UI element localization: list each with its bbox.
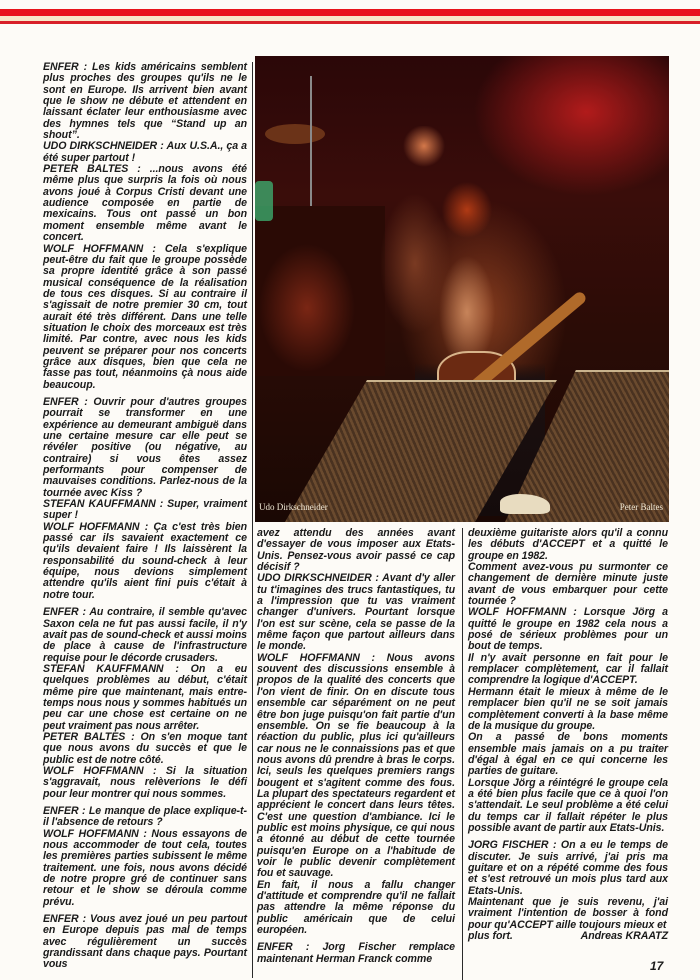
header-red-band bbox=[0, 9, 700, 16]
article-paragraph: STEFAN KAUFFMANN : Super, vraiment super ! bbox=[43, 498, 247, 522]
article-paragraph: deuxième guitariste alors qu'il a connu les débuts d'ACCEPT et a quitté le groupe en 1982. bbox=[468, 527, 668, 562]
page-number: 17 bbox=[650, 959, 664, 973]
article-paragraph: STEFAN KAUFFMANN : On a eu quelques problèmes au début, c'était même pire que maintenant, mais entre-temps nous nous y sommes habitués un peu car une chose est certaine on ne peut vraiment pas nous arrêter. bbox=[43, 662, 247, 732]
cymbal-shape bbox=[265, 124, 325, 144]
article-paragraph: avez attendu des années avant d'essayer de vous imposer aux Etats-Unis. Pensez-vous avoir passé ce cap décisif ? bbox=[257, 527, 455, 574]
article-column-middle bbox=[257, 528, 455, 965]
article-paragraph: ENFER : Jorg Fischer remplace maintenant Herman Franck comme bbox=[257, 941, 455, 965]
article-paragraph: WOLF HOFFMANN : Ça c'est très bien passé car ils savaient exactement ce qu'ils devaient faire ! Ils laissèrent la responsabilité du sound-check à leur équipe, nous devions simplement attendre qu'ils aient fini puis c'était à notre tour. bbox=[43, 520, 247, 601]
article-paragraph: WOLF HOFFMANN : Cela s'explique peut-être du fait que le groupe possède sa propre identité grâce à son passé musical conséquence de la réalisation de tous ces disques. Si au contraire il s'agissait de notre premier 30 cm, tout aurait été très différent. Dans une telle situation le choix des morceaux est très limité. Par contre, avec nous les kids peuvent se préparer pour nos concerts grâce aux disques, bien que cela ne fasse pas tout, néanmoins çà nous aide beaucoup. bbox=[43, 242, 247, 391]
header-thin-red-band bbox=[0, 21, 700, 24]
article-paragraph: ENFER : Ouvrir pour d'autres groupes pourrait se transformer en une expérience au demeurant ambiguë dans une certaine mesure car elle peut se révéler positive (ou négative, au contraire) si vous êtes assez performants pour compenser de mauvaises conditions. Parlez-nous de la tournée avec Kiss ? bbox=[43, 395, 247, 499]
article-paragraph: ENFER : Vous avez joué un peu partout en Europe depuis pas mal de temps avec régulièrement un succès grandissant dans chaque pays. Pourtant vous bbox=[43, 913, 247, 971]
article-paragraph: Il n'y avait personne en fait pour le remplacer complètement, car il fallait comprendre la logique d'ACCEPT. bbox=[468, 651, 668, 687]
article-paragraph: WOLF HOFFMANN : Si la situation s'aggravait, nous relèverions le défi pour leur montrer qui nous sommes. bbox=[43, 764, 247, 800]
article-paragraph: Hermann était le mieux à même de le remplacer bien qu'il ne se soit jamais complètement converti à la base même de la musique du groupe. bbox=[468, 685, 668, 732]
stage-light-shape bbox=[255, 181, 273, 221]
article-paragraph: WOLF HOFFMANN : Lorsque Jörg a quitté le groupe en 1982 cela nous a posé de sérieux problèmes pour un bout de temps. bbox=[468, 606, 668, 653]
article-paragraph: En fait, il nous a fallu changer d'attitude et comprendre qu'il ne fallait pas attendre la même réponse du public américain que de celui européen. bbox=[257, 878, 455, 937]
right-column-paragraphs bbox=[468, 528, 668, 931]
closing-text: plus fort. bbox=[468, 930, 513, 943]
author-line bbox=[468, 931, 668, 942]
concert-photo bbox=[255, 56, 669, 522]
article-paragraph: ENFER : Le manque de place explique-t-il l'absence de retours ? bbox=[43, 805, 247, 829]
column-divider-left bbox=[252, 62, 253, 978]
article-paragraph: JORG FISCHER : On a eu le temps de discuter. Je suis arrivé, j'ai pris ma guitare et on a répété comme des fous et s'est retrouvé un mois plus tard aux Etats-Unis. bbox=[468, 839, 668, 897]
photo-caption-left: Udo Dirkschneider bbox=[259, 502, 328, 512]
author-signature: Andreas KRAATZ bbox=[580, 930, 668, 943]
article-paragraph: PETER BALTES : ...nous avons été même plus que surpris la fois où nous avons joué à Corpus Cristi devant une audience composée en partie de mexicains. Tous ont passé un bon moment ensemble même avant le concert. bbox=[43, 163, 247, 244]
article-paragraph: ENFER : Au contraire, il semble qu'avec Saxon cela ne fut pas aussi facile, il n'y avait pas de sound-check et aussi moins de place à cause de l'infrastructure requise pour le décorde crusaders. bbox=[43, 606, 247, 664]
article-paragraph: PETER BALTES : On s'en moque tant que nous avons du succès et que le public est de notre côté. bbox=[43, 730, 247, 766]
article-column-right bbox=[468, 528, 668, 942]
photo-caption-right: Peter Baltes bbox=[619, 502, 663, 512]
drum-kit-shape bbox=[255, 206, 385, 376]
column-divider-right bbox=[462, 528, 463, 980]
article-paragraph: Lorsque Jörg a réintégré le groupe cela a été bien plus facile que ce à quoi l'on s'attendait. Le seul problème a été celui du temps car il fallait répéter le plus possible avant de partir aux Etats-Unis. bbox=[468, 776, 668, 834]
article-paragraph: UDO DIRKSCHNEIDER : Avant d'y aller tu t'imagines des trucs fantastiques, tu a l'impression que tu vas vraiment changer d'univers. Pourtant lorsque l'on est sur scène, cela se passe de la même façon que partout ailleurs dans le monde. bbox=[257, 572, 455, 653]
article-paragraph: WOLF HOFFMANN : Nous essayons de nous accommoder de tout cela, toutes les premières parties subissent le même traitement. une fois, nous avons décidé de notre propre gré de continuer sans retour et le show se déroula comme prévu. bbox=[43, 827, 247, 908]
article-paragraph: Maintenant que je suis revenu, j'ai vraiment l'intention de bosser à fond pour qu'ACCEPT aille toujours mieux et bbox=[468, 896, 668, 931]
article-paragraph: WOLF HOFFMANN : Nous avons souvent des discussions ensemble à propos de la qualité des concerts que l'on vient de finir. On en discute tous ensemble car séparément on ne peut être bon juge puisqu'on fait partie d'un ensemble. On se fie beaucoup à la réaction du public, plus ici qu'ailleurs car nous ne le connaissions pas et que nous avons dû prendre à bras le corps. Ici, seuls les quelques premiers rangs bougent et s'agitent comme des fous. La plupart des spectateurs regardent et apprécient le concert dans leurs têtes. C'est une question d'ambiance. Ici le public est moins physique, ce qui nous a étonné au début de cette tournée puisqu'en Europe on a l'habitude de voir le public devenir complètement fou et sauvage. bbox=[257, 651, 455, 880]
article-column-left bbox=[43, 62, 247, 971]
article-paragraph: UDO DIRKSCHNEIDER : Aux U.S.A., ça a été super partout ! bbox=[43, 140, 247, 164]
article-paragraph: Comment avez-vous pu surmonter ce changement de dernière minute juste avant de vous embarquer pour cette tournée ? bbox=[468, 561, 668, 608]
article-paragraph: On a passé de bons moments ensemble mais jamais on a pu traiter d'égal à égal en ce qui concerne les parties de guitare. bbox=[468, 731, 668, 778]
article-paragraph: ENFER : Les kids américains semblent plus proches des groupes qu'ils ne le sont en Europe. Ils arrivent bien avant que le show ne débute et attendent en laissant éclater leur enthousiasme avec des hymnes tels que “Stand up an shout”. bbox=[43, 61, 247, 142]
